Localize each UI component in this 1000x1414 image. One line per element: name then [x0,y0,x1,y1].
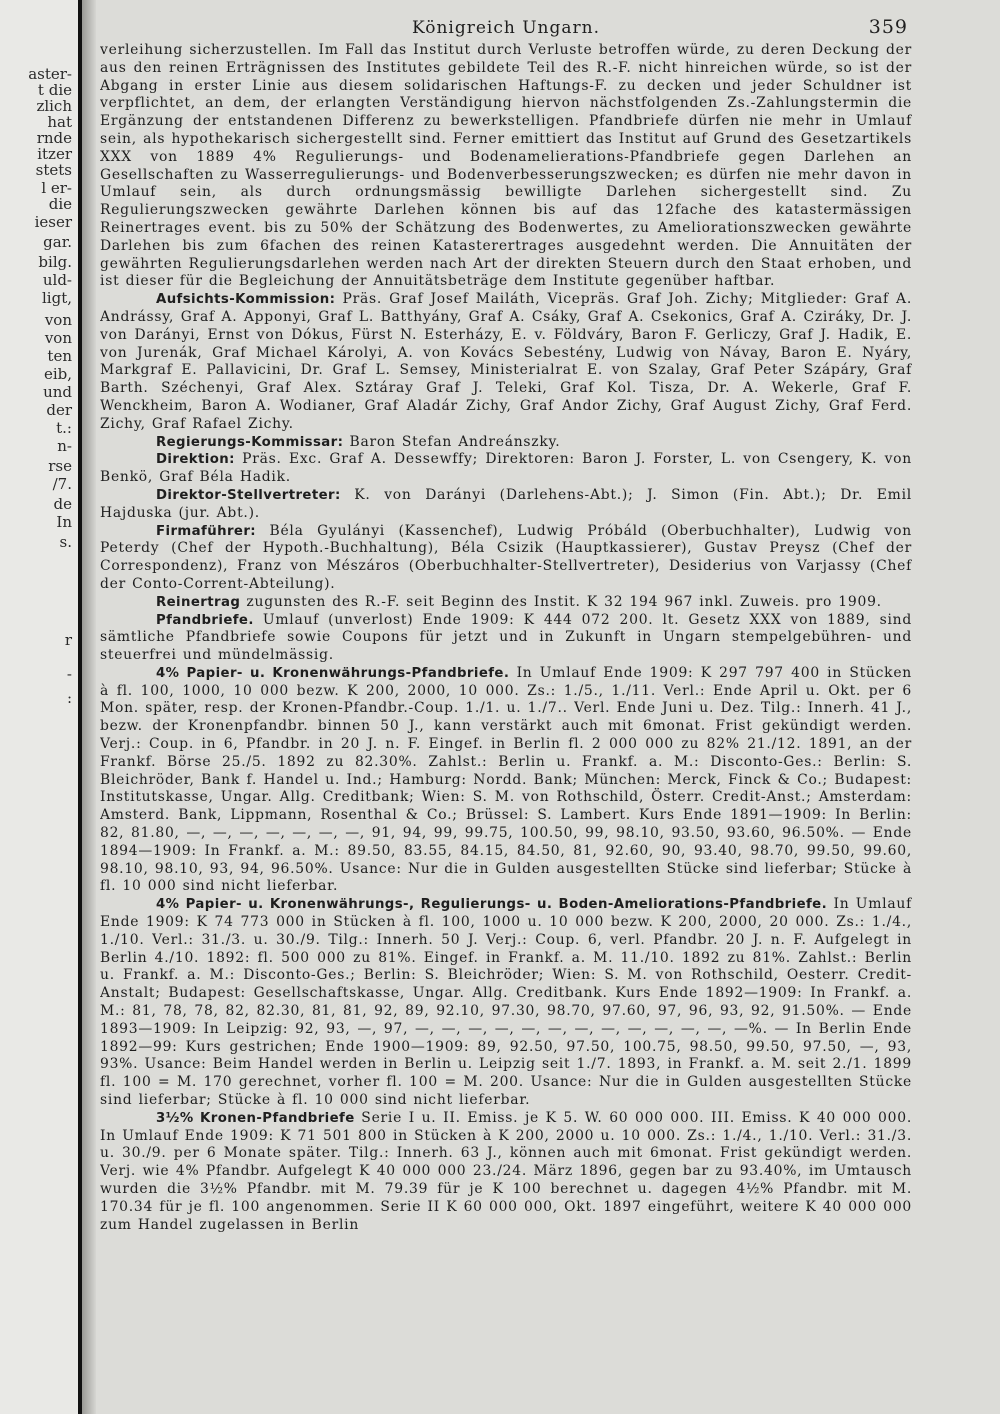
section-heading: 3½% Kronen-Pfandbriefe [156,1110,355,1126]
margin-fragment: die [48,195,72,213]
running-title: Königreich Ungarn. [411,18,601,38]
margin-fragment: der [46,401,72,419]
margin-fragment: itzer [37,145,72,163]
section-heading: Aufsichts-Kommission: [156,292,336,308]
section-heading: 4% Papier- u. Kronenwährungs-, Regulierungs- u. Boden-Ameliorations-Pfandbriefe. [156,897,828,913]
paragraph-text: In Umlauf Ende 1909: K 297 797 400 in Stücken à fl. 100, 1000, 10 000 bezw. K 200, 2000, 10 000. Zs.: 1./5., 1./11. Verl.: Ende April u. Okt. per 6 Mon. später, resp. der Kronen-Pfandbr.-Coup. 1./1. u. 1./7.. Verl. Ende Juni u. Dez. Tilg.: Innerh. 41 J., bezw. der Kronenpfandbr. binnen 50 J., kann verstärkt auch mit 6monat. Frist gekündigt werden. Verj.: Coup. in 6, Pfandbr. in 20 J. n. F. Eingef. in Berlin fl. 2 000 000 zu 82% 21./12. 1891, an der Frankf. Börse 25./5. 1892 zu 82.30%. Zahlst.: Berlin u. Frankf. a. M.: Disconto-Ges.: Berlin: S. Bleichröder, Bank f. Handel u. Ind.; Hamburg: Nordd. Bank; München: Merck, Finck & Co.; Budapest: Institutskasse, Ungar. Allg. Creditbank; Wien: S. M. von Rothschild, Österr. Credit-Anst.; Amsterdam: Amsterd. Bank, Lippmann, Rosenthal & Co.; Brüssel: S. Lambert. Kurs Ende 1891—1909: In Berlin: 82, 81.80, —, —, —, —, —, —, —, 91, 94, 99, 99.75, 100.50, 99, 98.10, 93.50, 93.60, 96.50%. — Ende 1894—1909: In Frankf. a. M.: 89.50, 83.55, 84.15, 84.50, 81, 92.60, 90, 93.40, 98.70, 99.50, 99.60, 98.10, 98.10, 93, 94, 96.50%. Usance: Nur die in Gulden ausgestellten Stücke sind lieferbar; Stücke à fl. 10 000 sind nicht lieferbar. [100,664,912,895]
margin-fragment: s. [59,533,72,551]
margin-fragment: t die [37,81,72,99]
margin-fragment: uld- [42,271,72,289]
paragraph-text: verleihung sicherzustellen. Im Fall das Institut durch Verluste betroffen würde, zu deren Deckung der aus den reinen Erträgnissen des Institutes gebildete Teil des R.-F. nicht hinreichen würde, so ist der Abgang in erster Linie aus diesem solidarischen Haftungs-F. zu decken und jeder Schuldner ist verpflichtet, an dem, der erlangten Verständigung hiervon nächstfolgenden Zs.-Zahlungstermin die Ergänzung der entstandenen Differenz zu bewerkstelligen. Pfandbriefe dürfen nie mehr in Umlauf sein, als hypothekarisch sichergestellt sind. Ferner emittiert das Institut auf Grund des Gesetzartikels XXX von 1889 4% Regulierungs- und Bodenamelierations-Pfandbriefe gegen Darlehen an Gesellschaften zu Wasserregulierungs- und Bodenverbesserungszwecken; es dürfen nie mehr davon in Umlauf sein, als durch ordnungsmässig bewilligte Darlehen sichergestellt sind. Zu Regulierungszwecken gewährte Darlehen können bis auf das 12fache des katastermässigen Reinertrages event. bis zu 50% der Schätzung des Bodenwertes, zu Ameliorationszwecken gewährte Darlehen bis zum 6fachen des reinen Katasterertrages ausgedehnt werden. Die Annuitäten der gewährten Regulierungsdarlehen werden nach Art der direkten Steuern durch den Staat erhoben, und ist dieser für die Begleichung der Annuitätsbeträge dem Institute gegenüber haftbar. [100,42,912,290]
margin-fragment: stets [35,161,72,179]
margin-fragment: von [44,329,72,347]
paragraph-text: Béla Gyulányi (Kassenchef), Ludwig Próbáld (Oberbuchhalter), Ludwig von Peterdy (Chef der Hypoth.-Buchhaltung), Béla Csizik (Hauptkassierer), Gustav Preysz (Chef der Correspondenz), Franz von Mészáros (Oberbuchhalter-Stellvertreter), Desiderius von Varjassy (Chef der Conto-Corrent-Abteilung). [100,522,912,592]
paragraph-text: Präs. Exc. Graf A. Dessewffy; Direktoren: Baron J. Forster, L. von Csengery, K. von Benkö, Graf Béla Hadik. [100,451,912,486]
document-body [100,42,912,1234]
margin-fragment: t.: [56,419,72,437]
paragraph [100,612,912,665]
margin-fragment: - [66,665,72,683]
section-heading: Direktion: [156,452,235,468]
page-number: 359 [868,16,908,38]
margin-fragment: zlich [36,97,72,115]
paragraph [100,665,912,896]
margin-fragment: hat [47,113,72,131]
margin-fragment: ten [47,347,72,365]
paragraph [100,434,912,452]
margin-fragment: ieser [34,213,72,231]
section-heading: Regierungs-Kommissar: [156,434,344,450]
margin-fragment: gar. [43,233,72,251]
paragraph [100,896,912,1110]
paragraph [100,487,912,523]
paragraph [100,42,912,291]
margin-fragment: von [44,311,72,329]
paragraph-text: K. von Darányi (Darlehens-Abt.); J. Simon (Fin. Abt.); Dr. Emil Hajduska (jur. Abt.). [100,486,912,521]
section-heading: 4% Papier- u. Kronenwährungs-Pfandbriefe. [156,665,510,681]
paragraph [100,523,912,594]
margin-fragment: n- [57,437,72,455]
paragraph [100,291,912,433]
page-header [100,10,912,42]
margin-fragment: /7. [52,475,72,493]
paragraph [100,594,912,612]
margin-fragment: de [53,495,72,513]
margin-fragment: eib, [43,365,72,383]
margin-fragment: r [64,631,72,649]
margin-fragment: bilg. [38,253,72,271]
margin-fragment: ligt, [42,289,72,307]
paragraph-text: Serie I u. II. Emiss. je K 5. W. 60 000 000. III. Emiss. K 40 000 000. In Umlauf Ende 1909: K 71 501 800 in Stücken à K 200, 2000 u. 10 000. Zs.: 1./4., 1./10. Verl.: 31./3. u. 30./9. per 6 Monate später. Tilg.: Innerh. 63 J., können auch mit 6monat. Frist gekündigt werden. Verj. wie 4% Pfandbr. Aufgelegt K 40 000 000 23./24. März 1896, gegen bar zu 93.40%, im Umtausch wurden die 3½% Pfandbr. mit M. 79.39 für je K 100 berechnet u. dagegen 4½% Pfandbr. mit M. 170.34 für je fl. 100 angenommen. Serie II K 60 000 000, Okt. 1897 eingeführt, weitere K 40 000 000 zum Handel zugelassen in Berlin [100,1109,912,1233]
margin-fragment: : [66,689,72,707]
paragraph [100,451,912,487]
section-heading: Reinertrag [156,594,241,610]
margin-fragment: In [56,513,72,531]
margin-fragment: rse [48,457,72,475]
margin-fragment: l er- [41,179,72,197]
paragraph [100,1110,912,1235]
paragraph-text: Baron Stefan Andreánszky. [343,433,561,450]
paragraph-text: Umlauf (unverlost) Ende 1909: K 444 072 200. lt. Gesetz XXX von 1889, sind sämtliche Pfandbriefe sowie Coupons für jetzt und in Zukunft in Ungarn stempelgebühren- und steuerfrei und mündelmässig. [100,611,912,664]
document-page [100,10,912,1406]
margin-fragment: und [43,383,72,401]
margin-fragment: rnde [36,129,72,147]
previous-page-margin [0,0,78,1414]
page-gutter-shadow [82,0,96,1414]
section-heading: Direktor-Stellvertreter: [156,487,341,503]
paragraph-text: zugunsten des R.-F. seit Beginn des Instit. K 32 194 967 inkl. Zuweis. pro 1909. [240,593,882,610]
paragraph-text: Präs. Graf Josef Mailáth, Vicepräs. Graf Joh. Zichy; Mitglieder: Graf A. Andrássy, Graf A. Apponyi, Graf L. Batthyány, Graf A. Csáky, Graf A. Csekonics, Graf A. Cziráky, Dr. J. von Darányi, Ernst von Dókus, Fürst N. Esterházy, E. v. Földváry, Baron F. Gerliczy, Graf J. Hadik, E. von Jurenák, Graf Michael Károlyi, A. von Kovács Sebestény, Ludwig von Návay, Baron E. Nyáry, Markgraf E. Pallavicini, Dr. Graf L. Semsey, Ministerialrat E. von Szalay, Graf Peter Szápáry, Graf Barth. Széchenyi, Graf Alex. Sztáray Graf J. Teleki, Graf Kol. Tisza, Dr. A. Wekerle, Graf F. Wenckheim, Baron A. Wodianer, Graf Aladár Zichy, Graf Andor Zichy, Graf August Zichy, Graf Ferd. Zichy, Graf Rafael Zichy. [100,291,912,432]
section-heading: Firmaführer: [156,523,256,539]
paragraph-text: In Umlauf Ende 1909: K 74 773 000 in Stücken à fl. 100, 1000 u. 10 000 bezw. K 200, 2000, 20 000. Zs.: 1./4., 1./10. Verl.: 31./3. u. 30./9. Tilg.: Innerh. 50 J. Verj.: Coup. 6, verl. Pfandbr. 20 J. n. F. Aufgelegt in Berlin 4./10. 1892: fl. 500 000 zu 81%. Eingef. in Frankf. a. M. 11./10. 1892 zu 81%. Zahlst.: Berlin u. Frankf. a. M.: Disconto-Ges.; Berlin: S. Bleichröder; Wien: S. M. von Rothschild, Oesterr. Credit-Anstalt; Budapest: Gesellschaftskasse, Ungar. Allg. Creditbank. Kurs Ende 1892—1909: In Frankf. a. M.: 81, 78, 78, 82, 82.30, 81, 81, 92, 89, 92.10, 97.30, 98.70, 97.60, 97, 96, 93, 92, 91.50%. — Ende 1893—1909: In Leipzig: 92, 93, —, 97, —, —, —, —, —, —, —, —, —, —, —, —, —%. — In Berlin Ende 1892—99: Kurs gestrichen; Ende 1900—1909: 89, 92.50, 97.50, 100.75, 98.50, 99.50, 97.50, —, 93, 93%. Usance: Beim Handel werden in Berlin u. Leipzig seit 1./7. 1893, in Frankf. a. M. seit 2./1. 1899 fl. 100 = M. 170 gerechnet, vorher fl. 100 = M. 200. Usance: Nur die in Gulden ausgestellten Stücke sind lieferbar; Stücke à fl. 10 000 sind nicht lieferbar. [100,896,912,1109]
section-heading: Pfandbriefe. [156,612,254,628]
margin-fragment: aster- [28,65,72,83]
